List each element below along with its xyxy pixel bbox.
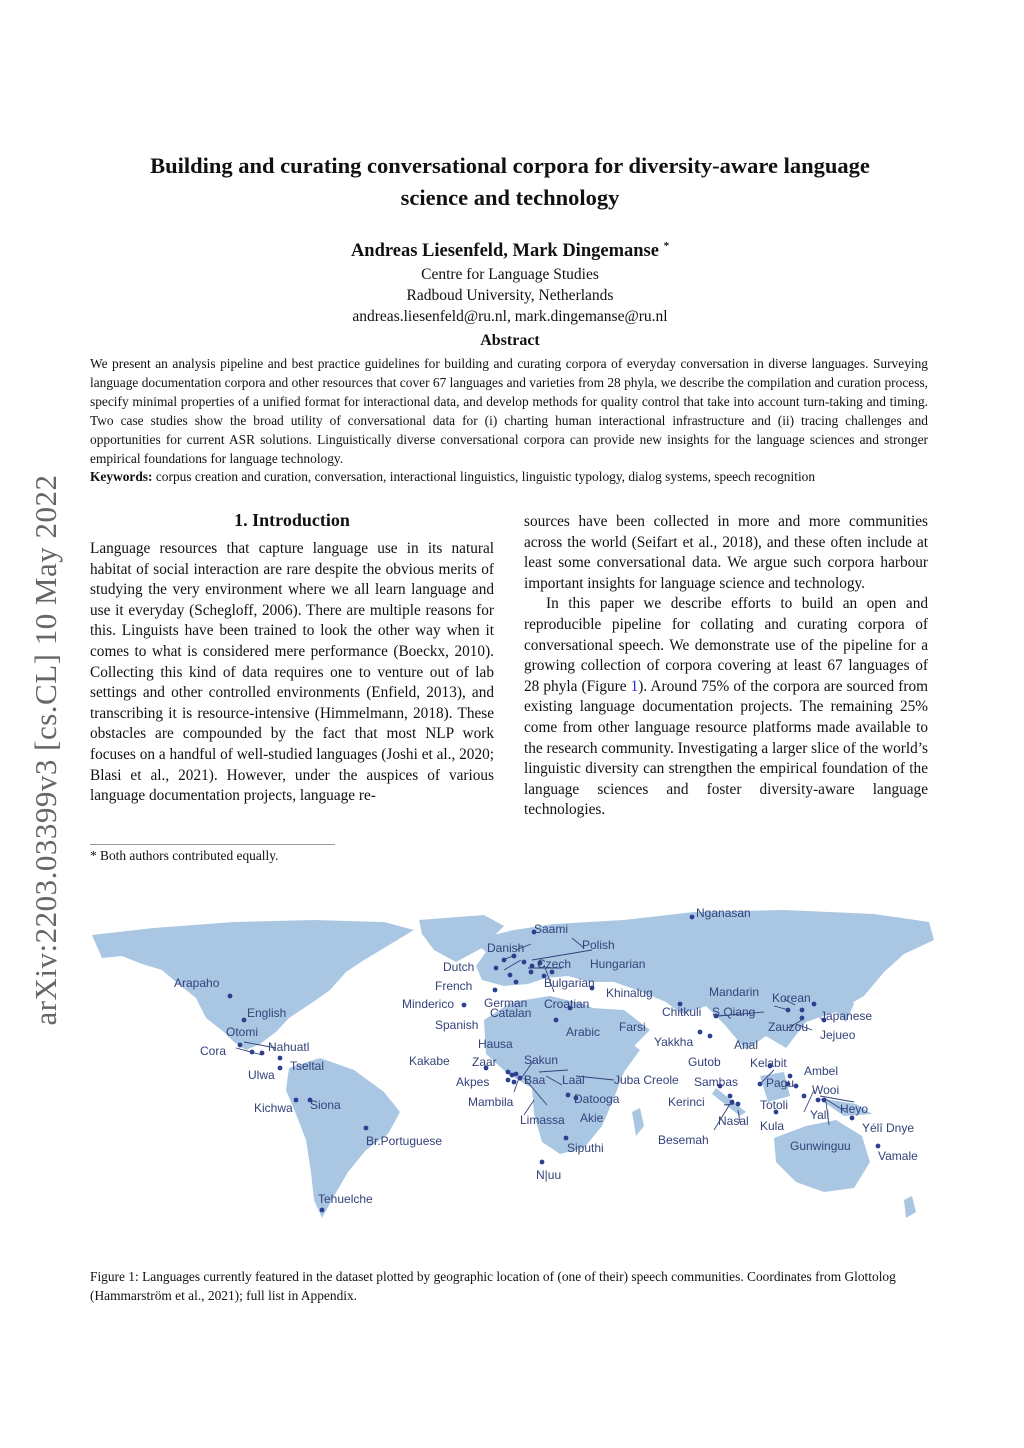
label-saami: Saami bbox=[534, 922, 569, 936]
paper-title bbox=[100, 150, 920, 214]
label-japanese: Japanese bbox=[820, 1009, 873, 1023]
intro-right-column bbox=[524, 512, 928, 821]
footnote-rule bbox=[90, 844, 335, 845]
intro-left-column bbox=[90, 539, 494, 807]
label-yeli-dnye: Yélî Dnye bbox=[862, 1121, 915, 1135]
label-cora: Cora bbox=[200, 1044, 227, 1058]
land-new-zealand bbox=[904, 1196, 916, 1218]
label-siputhi: Siputhi bbox=[567, 1141, 604, 1155]
world-language-map bbox=[84, 900, 944, 1230]
label-kichwa: Kichwa bbox=[254, 1101, 293, 1115]
label-arabic: Arabic bbox=[566, 1025, 601, 1039]
label-vamale: Vamale bbox=[878, 1149, 918, 1163]
title-line-2: science and technology bbox=[400, 185, 620, 210]
label-sambas: Sambas bbox=[694, 1075, 739, 1089]
title-line-1: Building and curating conversational corpora for diversity-aware language bbox=[150, 153, 870, 178]
label-tseltal: Tseltal bbox=[290, 1059, 325, 1073]
intro-p2-text-b: ). Around 75% of the corpora are sourced from existing language documentation projects. The remaining 25% come from other language resource platforms made available to the research community. Investigating a larger slice of the world’s linguistic diversity can strengthen the empirical foundation of the language sciences and foster diversity-aware language technologies. bbox=[524, 677, 928, 819]
label-totoli: Totoli bbox=[760, 1098, 789, 1112]
section-heading-introduction: 1. Introduction bbox=[234, 510, 350, 530]
label-gutob: Gutob bbox=[688, 1055, 721, 1069]
label-br-portuguese: Br.Portuguese bbox=[366, 1134, 443, 1148]
label-mambila: Mambila bbox=[468, 1095, 514, 1109]
author-names: Andreas Liesenfeld, Mark Dingemanse bbox=[350, 241, 659, 262]
label-minderico: Minderico bbox=[402, 997, 455, 1011]
label-nluu: N|uu bbox=[536, 1168, 562, 1182]
abstract-heading: Abstract bbox=[480, 332, 540, 349]
label-besemah: Besemah bbox=[658, 1133, 709, 1147]
land-sumatra bbox=[712, 1088, 746, 1116]
label-catalan: Catalan bbox=[490, 1006, 532, 1020]
label-bulgarian: Bulgarian bbox=[544, 976, 595, 990]
affiliation-centre: Centre for Language Studies bbox=[421, 266, 599, 283]
land-australia bbox=[774, 1120, 870, 1192]
label-ulwa: Ulwa bbox=[248, 1068, 275, 1082]
label-spanish: Spanish bbox=[435, 1018, 479, 1032]
label-yakkha: Yakkha bbox=[654, 1035, 694, 1049]
label-khinalug: Khinalug bbox=[606, 986, 653, 1000]
label-ambel: Ambel bbox=[804, 1064, 839, 1078]
label-anal: Anal bbox=[734, 1038, 759, 1052]
label-akie: Akie bbox=[580, 1111, 604, 1125]
label-kerinci: Kerinci bbox=[668, 1095, 705, 1109]
label-german: German bbox=[484, 996, 528, 1010]
author-footnote-mark: * bbox=[663, 240, 670, 252]
label-hungarian: Hungarian bbox=[590, 957, 646, 971]
label-croatian: Croatian bbox=[544, 997, 590, 1011]
keywords-label: Keywords: bbox=[90, 469, 153, 484]
intro-paragraph-1-continued: sources have been collected in more and more communities across the world (Seifart et al., 2018), and these often include at least some conversational data. We argue such corpora harbour important insights for language science and technology. bbox=[524, 513, 928, 592]
keywords bbox=[90, 467, 928, 486]
label-wooi: Wooi bbox=[812, 1083, 840, 1097]
label-laal: Laal bbox=[562, 1073, 585, 1087]
label-gunwinguu: Gunwinguu bbox=[790, 1139, 851, 1153]
affiliation-emails: andreas.liesenfeld@ru.nl, mark.dingemanse@ru.nl bbox=[352, 308, 668, 325]
label-hausa: Hausa bbox=[478, 1037, 513, 1051]
affiliation-university: Radboud University, Netherlands bbox=[406, 287, 614, 304]
label-english: English bbox=[247, 1006, 287, 1020]
authors bbox=[100, 240, 920, 262]
footnote: * Both authors contributed equally. bbox=[90, 848, 279, 863]
abstract-text: We present an analysis pipeline and best practice guidelines for building and curating corpora of everyday conversation in diverse languages. Surveying language documentation corpora and other resources that cover 67 languages and varieties from 28 phyla, we describe the compilation and curation process, specify minimal properties of a unified format for interactional data, and develop methods for quality control that take into account turn-taking and timing. Two case studies show the broad utility of conversational data for (i) charting human interactional infrastructure and (ii) tracing challenges and opportunities for current ASR solutions. Linguistically diverse conversational corpora can provide new insights for the language sciences and stronger empirical foundations for language technology. bbox=[90, 356, 928, 466]
label-heyo: Heyo bbox=[840, 1102, 869, 1116]
label-chitkuli: Chitkuli bbox=[662, 1005, 702, 1019]
label-akpes: Akpes bbox=[456, 1075, 490, 1089]
label-tehuelche: Tehuelche bbox=[318, 1192, 373, 1206]
label-nahuatl: Nahuatl bbox=[268, 1040, 310, 1054]
label-baa: Baa bbox=[524, 1073, 546, 1087]
label-zaar: Zaar bbox=[472, 1055, 497, 1069]
map-svg bbox=[84, 900, 944, 1230]
arxiv-identifier: arXiv:2203.03399v3 [cs.CL] 10 May 2022 bbox=[28, 474, 63, 1026]
label-kelabit: Kelabit bbox=[750, 1056, 787, 1070]
land-madagascar bbox=[632, 1108, 644, 1136]
label-korean: Korean bbox=[772, 991, 811, 1005]
label-zauzou: Zauzou bbox=[768, 1020, 809, 1034]
label-czech: Czech bbox=[537, 957, 572, 971]
label-juba-creole: Juba Creole bbox=[614, 1073, 679, 1087]
label-sakun: Sakun bbox=[524, 1053, 559, 1067]
label-datooga: Datooga bbox=[574, 1092, 620, 1106]
label-farsi: Farsi bbox=[619, 1020, 646, 1034]
label-jejueo: Jejueo bbox=[820, 1028, 856, 1042]
label-yali: Yali bbox=[810, 1108, 830, 1122]
figure-1-caption: Figure 1: Languages currently featured in the dataset plotted by geographic location of (one of their) speech communities. Coordinates from Glottolog (Hammarström et al., 2021); full list in Appendix. bbox=[90, 1269, 896, 1303]
label-kakabe: Kakabe bbox=[409, 1054, 450, 1068]
label-limassa: Limassa bbox=[520, 1113, 565, 1127]
figure-1-link[interactable]: 1 bbox=[630, 677, 639, 695]
label-siona: Siona bbox=[310, 1098, 341, 1112]
intro-paragraph-1: Language resources that capture language use in its natural habitat of social interaction are rare despite the obvious merits of studying the very environment where we all learn language and use it everyday (Schegloff, 2006). There are multiple reasons for this. Linguists have been trained to look the other way when it comes to what is considered mere performance (Boeckx, 2010). Collecting this kind of data requires one to venture out of lab settings and other controlled environments (Enfield, 2013), and transcribing it is resource-intensive (Himmelmann, 2018). These obstacles are compounded by the fact that most NLP work focuses on a handful of well-studied languages (Joshi et al., 2020; Blasi et al., 2021). However, under the auspices of various language documentation projects, language re- bbox=[90, 540, 494, 805]
label-french: French bbox=[435, 979, 473, 993]
intro-paragraph-2 bbox=[524, 594, 928, 821]
label-mandarin: Mandarin bbox=[709, 985, 760, 999]
label-danish: Danish bbox=[487, 941, 525, 955]
label-dutch: Dutch bbox=[443, 960, 475, 974]
label-kula: Kula bbox=[760, 1119, 785, 1133]
label-nasal: Nasal bbox=[718, 1114, 749, 1128]
label-polish: Polish bbox=[582, 938, 615, 952]
label-pagu: Pagu bbox=[766, 1076, 795, 1090]
label-arapaho: Arapaho bbox=[174, 976, 220, 990]
intro-p2-text-a: In this paper we describe efforts to build an open and reproducible pipeline for collating and curating corpora of conversational speech. We demonstrate use of the pipeline for a growing collection of corpora covering at least 67 languages of 28 phyla (Figure bbox=[524, 595, 928, 695]
label-sqiang: S.Qiang bbox=[712, 1005, 756, 1019]
arxiv-stamp bbox=[6, 430, 86, 1070]
label-otomi: Otomi bbox=[226, 1025, 259, 1039]
label-nganasan: Nganasan bbox=[696, 906, 751, 920]
affiliation-block bbox=[100, 264, 920, 327]
keywords-list: corpus creation and curation, conversation, interactional linguistics, linguistic typology, dialog systems, speech recognition bbox=[155, 469, 816, 484]
